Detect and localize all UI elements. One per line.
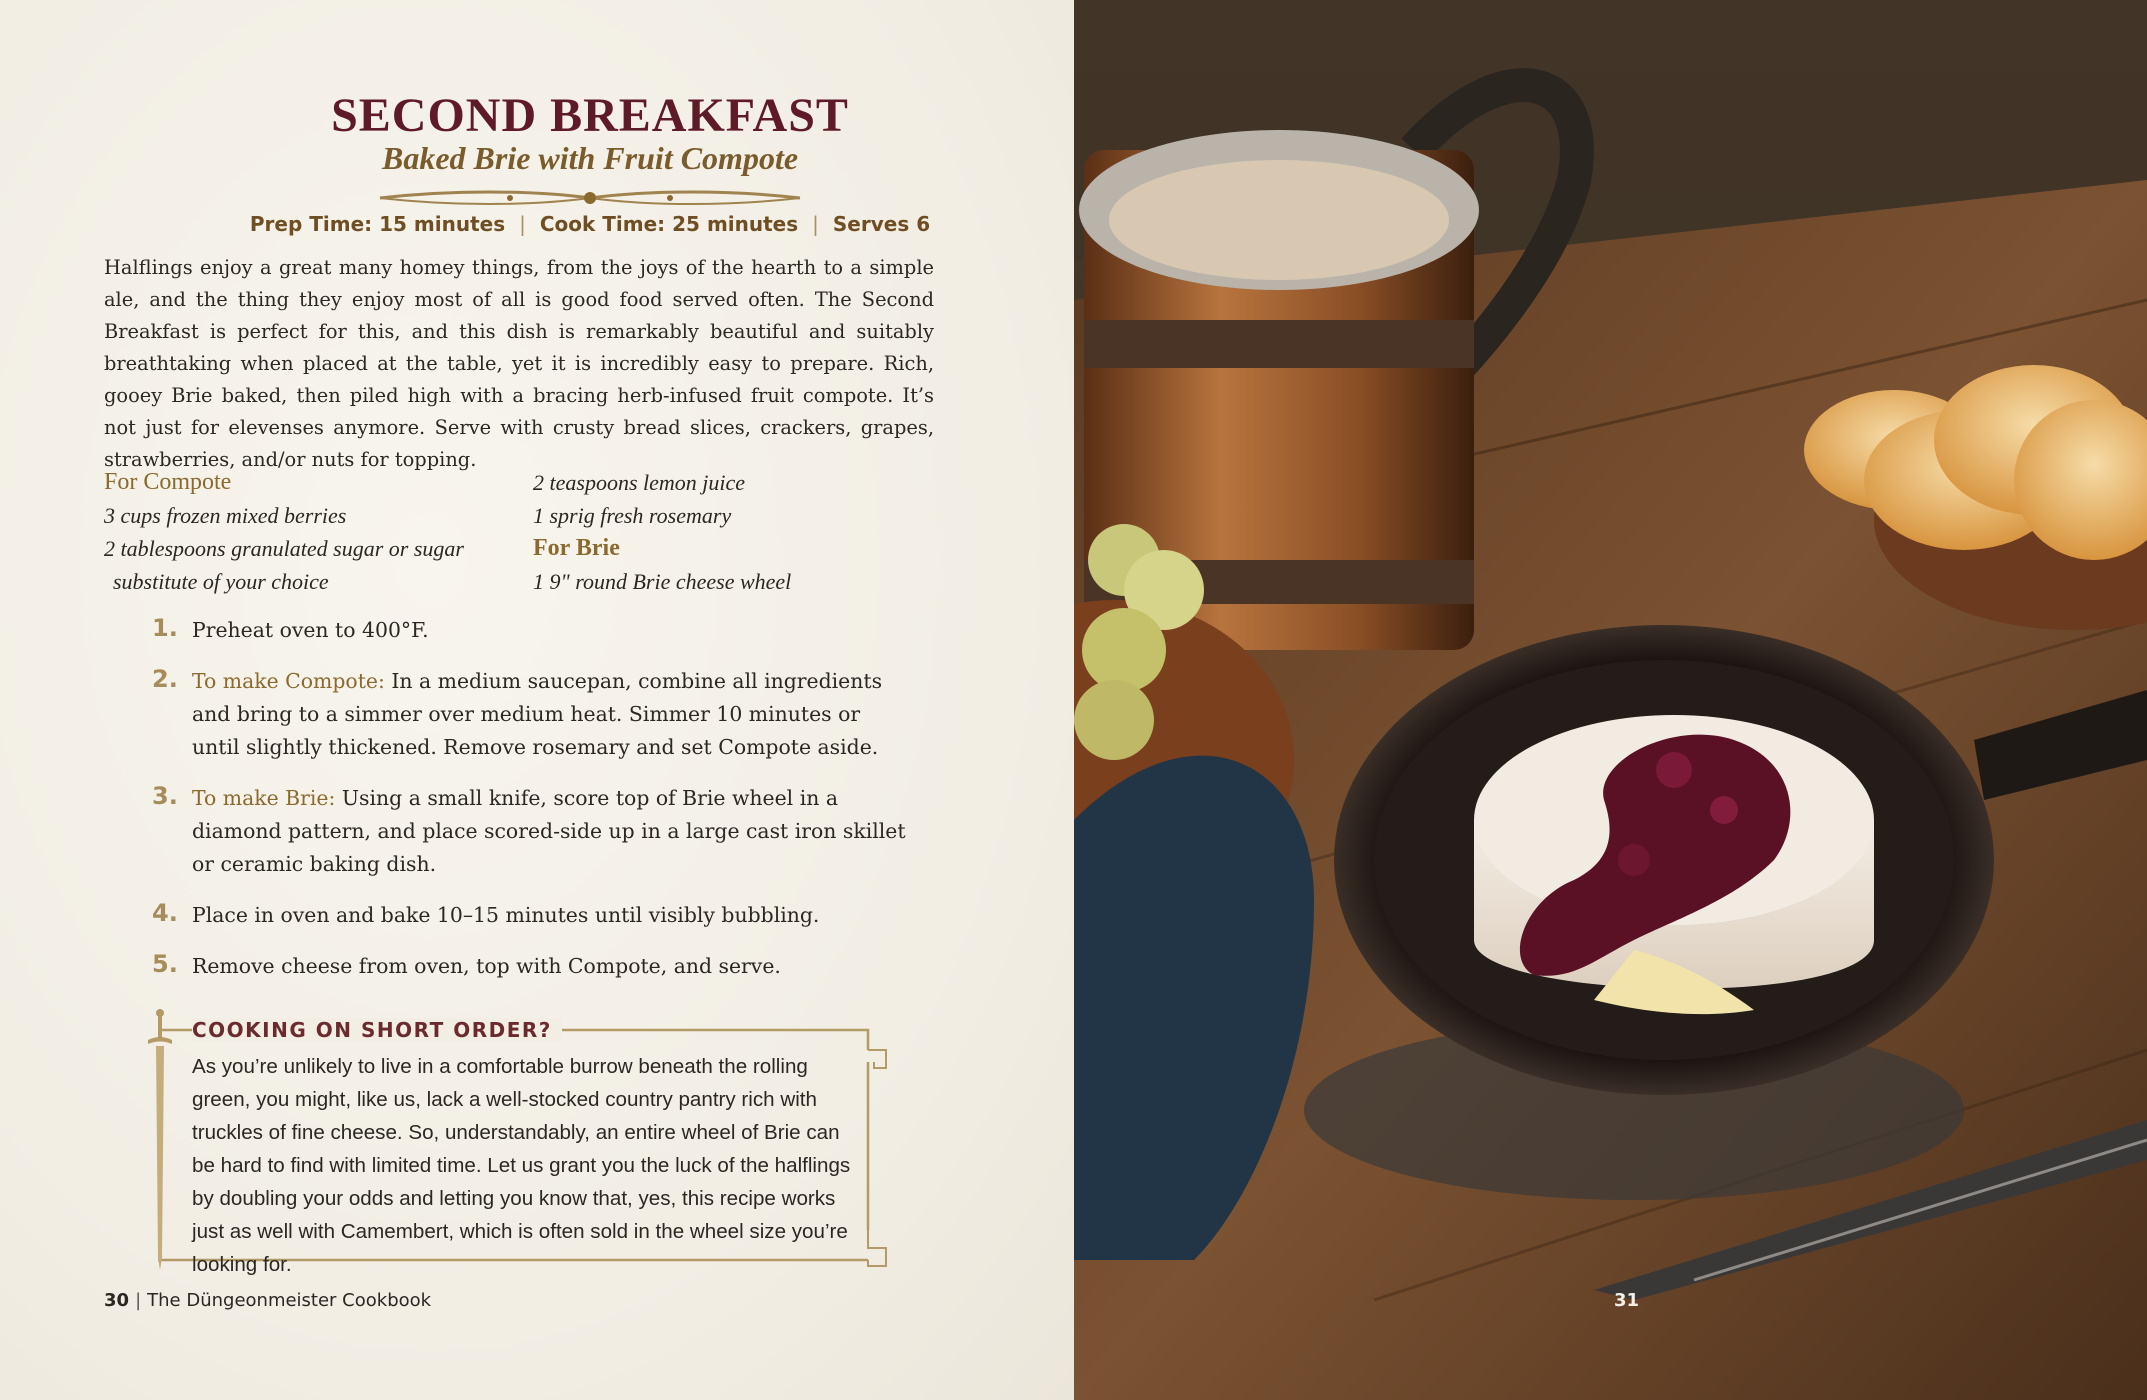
step-item	[150, 950, 910, 983]
recipe-title: SECOND BREAKFAST	[331, 89, 849, 142]
step-number: 1.	[152, 614, 178, 642]
step-text: Remove cheese from oven, top with Compote, and serve.	[192, 954, 781, 978]
ingredients-column-left	[104, 466, 464, 598]
step-item	[150, 782, 910, 881]
book-title: The Düngeonmeister Cookbook	[147, 1290, 432, 1311]
step-text: Using a small knife, score top of Brie wheel in a diamond pattern, and place scored-side up in a large cast iron skillet or ceramic baking dish.	[192, 786, 906, 876]
page-number-right: 31	[1614, 1290, 1640, 1311]
step-item	[150, 665, 910, 764]
meta-separator: |	[519, 212, 526, 236]
ingredient-item: 3 cups frozen mixed berries	[104, 503, 347, 528]
prep-time: Prep Time: 15 minutes	[249, 212, 506, 236]
instructions-list	[150, 614, 910, 1001]
serves: Serves 6	[832, 212, 931, 236]
ingredient-item: 1 sprig fresh rosemary	[533, 503, 732, 528]
ingredient-item: substitute of your choice	[113, 569, 329, 594]
footer-separator: |	[135, 1290, 142, 1311]
step-number: 3.	[152, 782, 178, 810]
sidebar-body: As you’re unlikely to live in a comfortable burrow beneath the rolling green, you might, like us, lack a well-stocked country pantry rich with truckles of fine cheese. So, understandably, an entire wheel of Brie can be hard to find with limited time. Let us grant you the luck of the halflings by doubling your odds and letting you know that, yes, this recipe works just as well with Camembert, which is often sold in the wheel size you’re looking for.	[192, 1055, 851, 1276]
ornament-divider-icon	[370, 186, 810, 210]
ingredient-item: 2 teaspoons lemon juice	[533, 470, 746, 495]
footer-left	[104, 1290, 431, 1311]
step-number: 4.	[152, 899, 178, 927]
brie-heading: For Brie	[533, 535, 620, 561]
meta-separator: |	[812, 212, 819, 236]
tip-sidebar	[138, 1010, 898, 1276]
compote-heading: For Compote	[104, 469, 232, 495]
recipe-subtitle: Baked Brie with Fruit Compote	[381, 140, 799, 176]
sidebar-title: COOKING ON SHORT ORDER?	[192, 1018, 562, 1042]
step-item	[150, 899, 910, 932]
right-page	[1074, 0, 2147, 1400]
step-lead: To make Compote:	[192, 669, 385, 693]
ingredient-item: 2 tablespoons granulated sugar or sugar	[104, 536, 464, 561]
baked-brie-photo	[1074, 0, 2147, 1400]
recipe-meta	[0, 212, 1180, 236]
recipe-intro: Halflings enjoy a great many homey things, from the joys of the hearth to a simple ale, and the thing they enjoy most of all is good food served often. The Second Breakfast is perfect for this, and this dish is remarkably beautiful and suitably breathtaking when placed at the table, yet it is incredibly easy to prepare. Rich, gooey Brie baked, then piled high with a bracing herb-infused fruit compote. It’s not just for elevenses anymore. Serve with crusty bread slices, crackers, grapes, strawberries, and/or nuts for topping.	[104, 256, 934, 471]
step-number: 2.	[152, 665, 178, 693]
step-text: Preheat oven to 400°F.	[192, 618, 429, 642]
cook-time: Cook Time: 25 minutes	[539, 212, 799, 236]
step-text: Place in oven and bake 10–15 minutes until visibly bubbling.	[192, 903, 820, 927]
step-text: In a medium saucepan, combine all ingredients and bring to a simmer over medium heat. Simmer 10 minutes or until slightly thickened. Remove rosemary and set Compote aside.	[192, 669, 883, 759]
ingredient-item: 1 9" round Brie cheese wheel	[533, 569, 792, 594]
step-number: 5.	[152, 950, 178, 978]
step-item	[150, 614, 910, 647]
page-number-left: 30	[104, 1290, 130, 1311]
ingredients-column-right	[533, 466, 791, 598]
step-lead: To make Brie:	[192, 786, 336, 810]
sword-icon	[148, 1008, 172, 1274]
